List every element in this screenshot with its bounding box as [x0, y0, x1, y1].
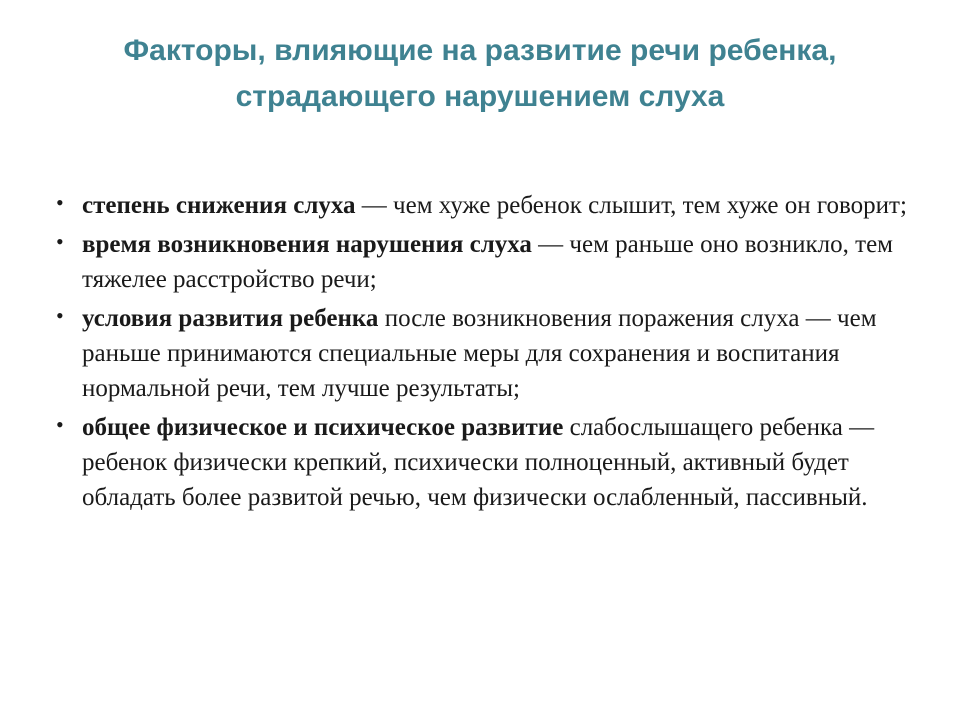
factor-description: слабослышащего ребенка — ребенок физически крепкий, психически полноценный, активный будет обладать более развитой речью, чем физически ослабленный, пассивный.: [82, 414, 875, 511]
list-item: [56, 188, 916, 223]
slide-title: [0, 28, 960, 120]
factor-term: время возникновения нарушения слуха: [82, 231, 532, 258]
factors-list: [56, 188, 916, 519]
slide-title-line-2: страдающего нарушением слуха: [235, 80, 725, 113]
list-item: [56, 301, 916, 406]
factor-term: условия развития ребенка: [82, 305, 379, 332]
bullet-icon: •: [56, 190, 64, 215]
factor-term: общее физическое и психическое развитие: [82, 414, 564, 441]
bullet-icon: •: [56, 229, 64, 254]
bullet-icon: •: [56, 412, 64, 437]
factor-description: — чем раньше оно возникло, тем тяжелее расстройство речи;: [82, 231, 893, 293]
slide-title-line-1: Факторы, влияющие на развитие речи ребенка,: [123, 34, 837, 67]
factor-description: — чем хуже ребенок слышит, тем хуже он говорит;: [355, 192, 907, 219]
factor-description: после возникновения поражения слуха — чем раньше принимаются специальные меры для сохранения и воспитания нормальной речи, тем лучше результаты;: [82, 305, 877, 402]
list-item: [56, 410, 916, 515]
bullet-icon: •: [56, 303, 64, 328]
list-item: [56, 227, 916, 297]
factor-term: степень снижения слуха: [82, 192, 356, 219]
